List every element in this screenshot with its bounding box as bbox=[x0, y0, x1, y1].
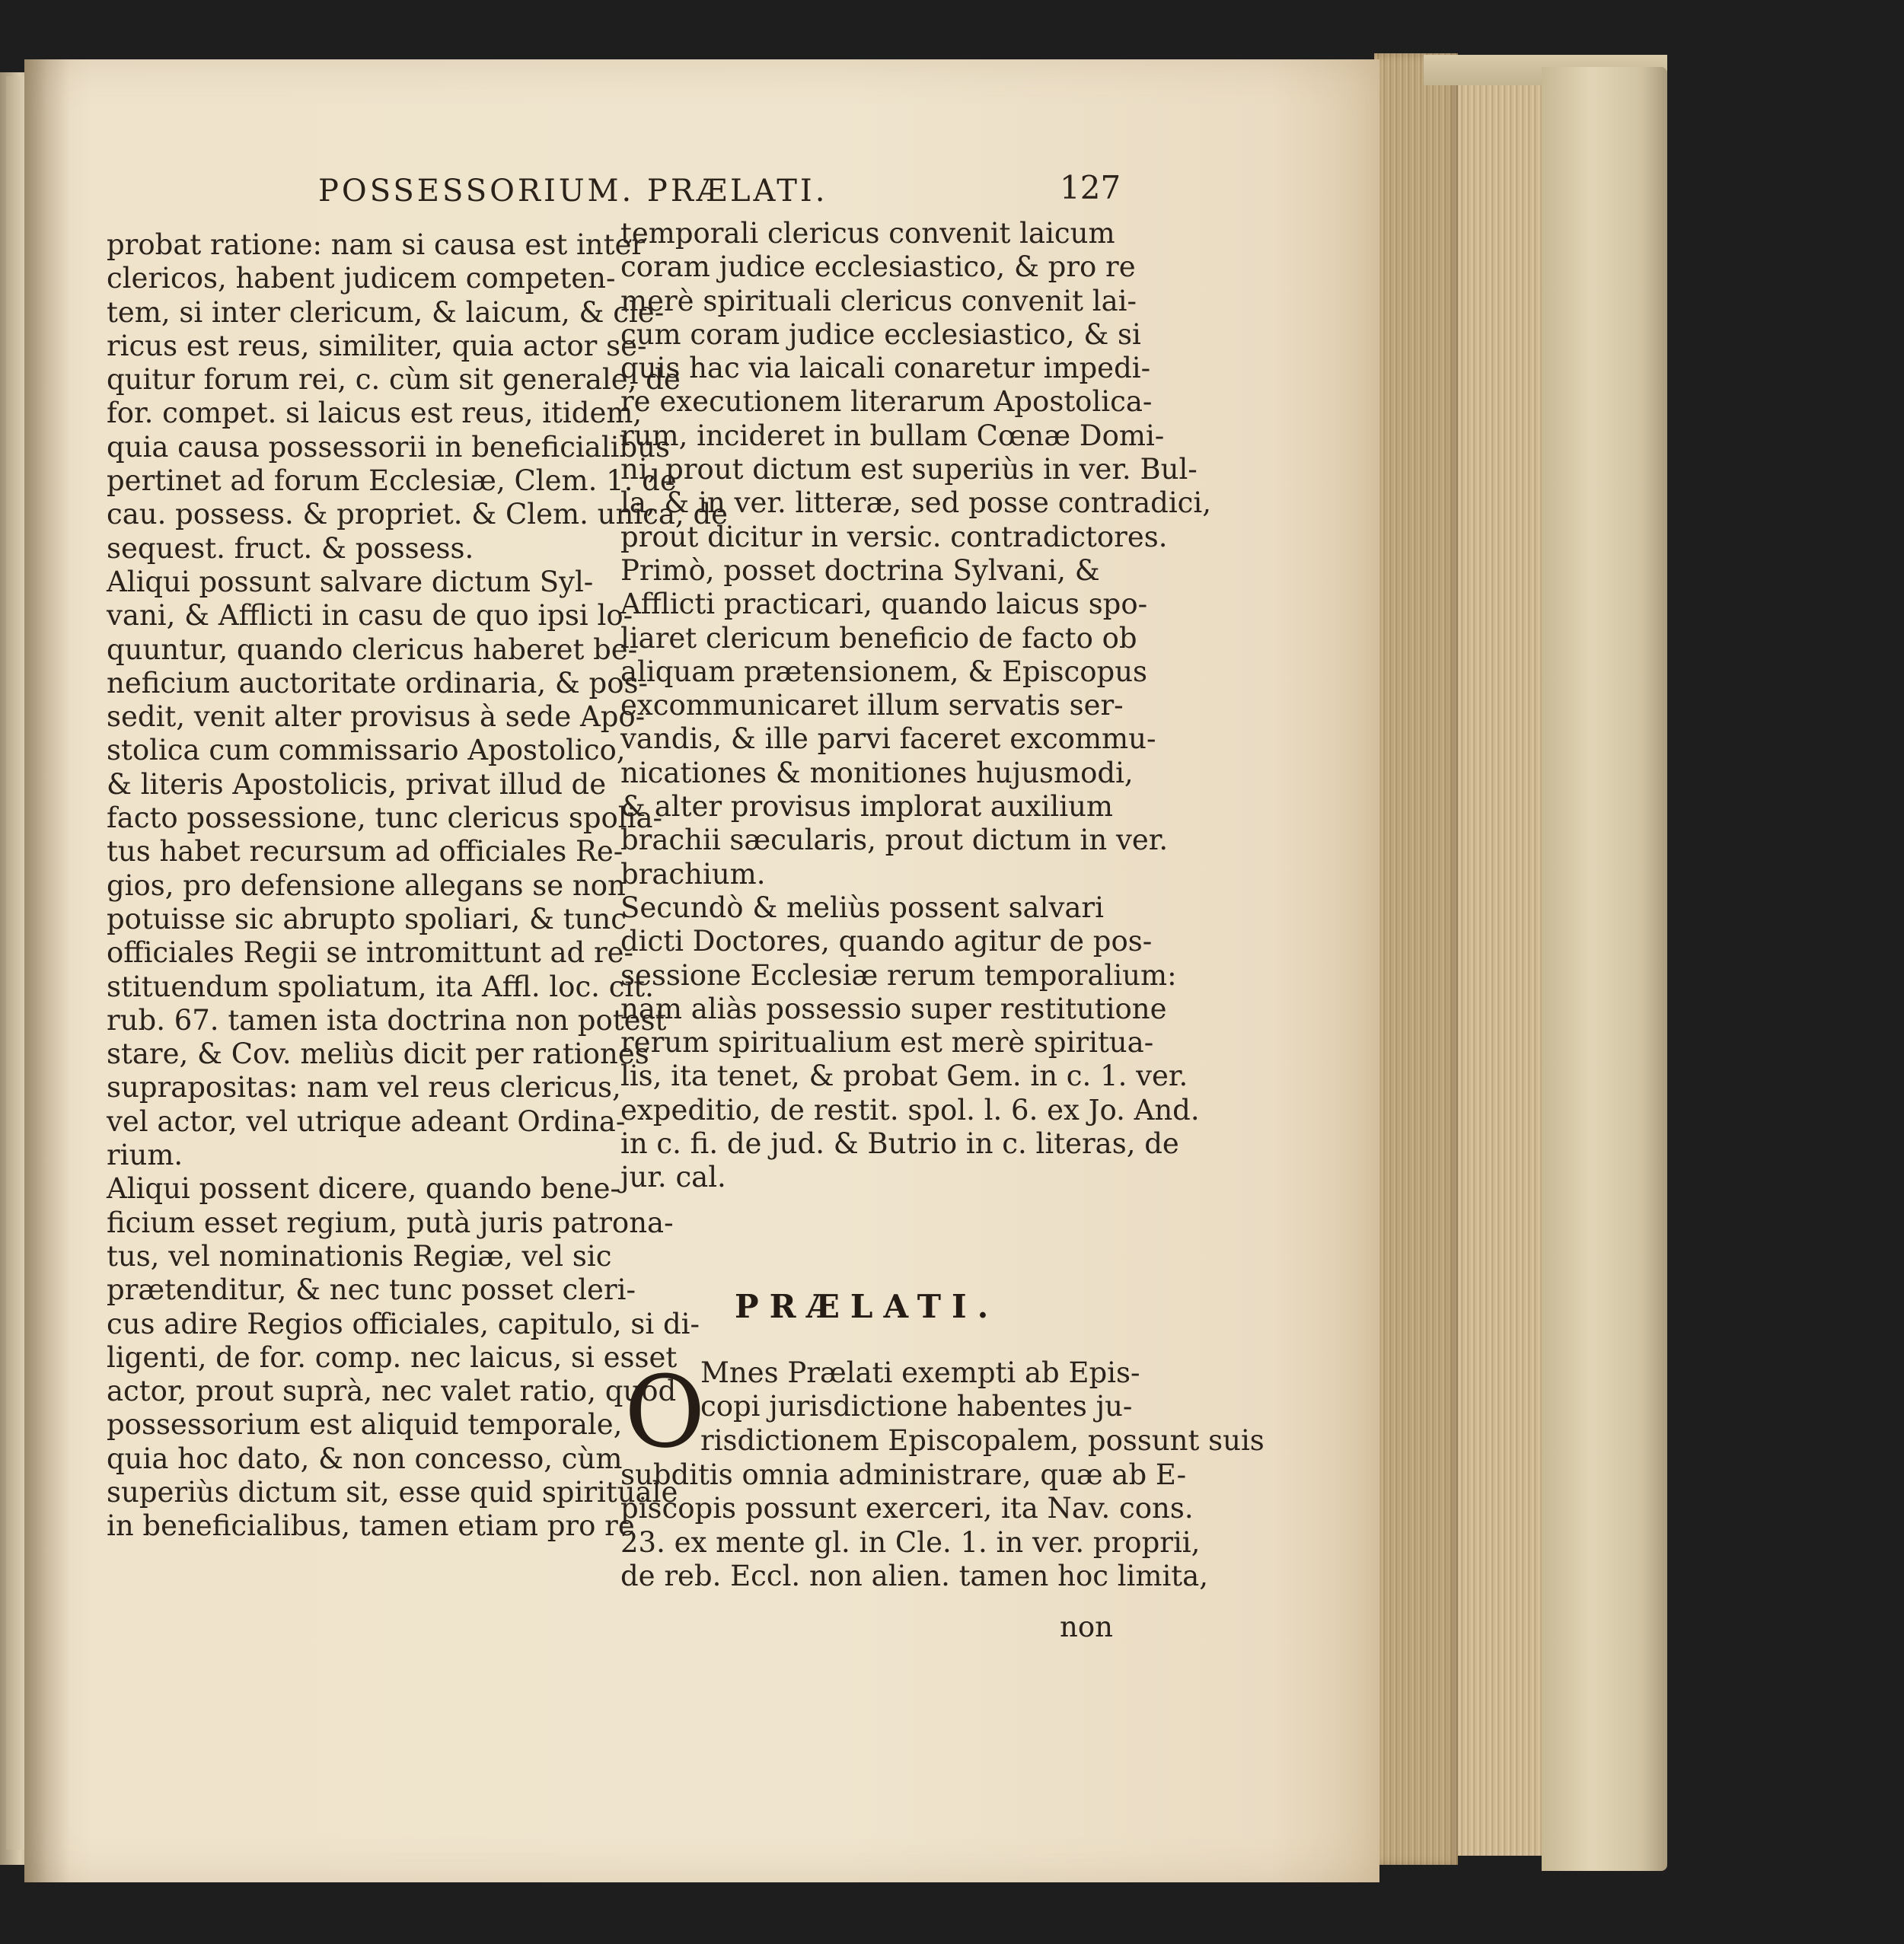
text-line: nicationes & monitiones hujusmodi, bbox=[620, 756, 1134, 789]
text-line: sedit, venit alter provisus à sede Apo- bbox=[107, 700, 646, 734]
text-line: quitur forum rei, c. cùm sit generale, de bbox=[107, 363, 681, 397]
text-line: temporali clericus convenit laicum bbox=[620, 217, 1115, 250]
text-line: Mnes Prælati exempti ab Epis- bbox=[700, 1356, 1140, 1389]
text-line: jur. cal. bbox=[620, 1161, 726, 1194]
text-line: & literis Apostolicis, privat illud de bbox=[107, 767, 607, 801]
running-title: POSSESSORIUM. PRÆLATI. bbox=[318, 174, 828, 209]
text-line: in c. fi. de jud. & Butrio in c. literas, de bbox=[620, 1127, 1179, 1161]
text-line: potuisse sic abrupto spoliari, & tunc bbox=[107, 902, 627, 935]
text-line: ficium esset regium, putà juris patrona- bbox=[107, 1206, 674, 1239]
text-line: vel actor, vel utrique adeant Ordina- bbox=[107, 1104, 626, 1138]
text-line: subditis omnia administrare, quæ ab E- bbox=[620, 1458, 1187, 1491]
text-line: suprapositas: nam vel reus clericus, bbox=[107, 1071, 621, 1104]
text-line: superiùs dictum sit, esse quid spirituale bbox=[107, 1475, 678, 1509]
text-line: vandis, & ille parvi faceret excommu- bbox=[620, 722, 1156, 756]
text-line: probat ratione: nam si causa est inter bbox=[107, 228, 646, 261]
page-gutter-shadow bbox=[24, 59, 70, 1882]
text-line: rub. 67. tamen ista doctrina non potest bbox=[107, 1003, 667, 1037]
text-line: lis, ita tenet, & probat Gem. in c. 1. ver. bbox=[620, 1060, 1188, 1093]
drop-initial: O bbox=[624, 1354, 706, 1470]
text-line: neficium auctoritate ordinaria, & pos- bbox=[107, 666, 648, 700]
text-line: ricus est reus, similiter, quia actor se- bbox=[107, 329, 647, 362]
text-line: aliquam prætensionem, & Episcopus bbox=[620, 655, 1148, 688]
text-line: cum coram judice ecclesiastico, & si bbox=[620, 317, 1141, 351]
text-line: brachium. bbox=[620, 857, 766, 891]
text-line: expeditio, de restit. spol. l. 6. ex Jo. And. bbox=[620, 1093, 1200, 1127]
page-number: 127 bbox=[1060, 169, 1121, 206]
text-line: stare, & Cov. meliùs dicit per rationes bbox=[107, 1037, 649, 1071]
text-line: Primò, posset doctrina Sylvani, & bbox=[620, 553, 1100, 587]
text-line: prout dicitur in versic. contradictores. bbox=[620, 520, 1168, 553]
text-line: excommunicaret illum servatis ser- bbox=[620, 689, 1124, 722]
text-line: brachii sæcularis, prout dictum in ver. bbox=[620, 824, 1169, 857]
text-line: quia causa possessorii in beneficialibus bbox=[107, 430, 670, 464]
text-line: Aliqui possunt salvare dictum Syl- bbox=[107, 565, 594, 598]
text-line: ligenti, de for. comp. nec laicus, si esset bbox=[107, 1340, 678, 1374]
text-line: tus habet recursum ad officiales Re- bbox=[107, 835, 624, 868]
text-line: quia hoc dato, & non concesso, cùm bbox=[107, 1442, 623, 1475]
text-line: for. compet. si laicus est reus, itidem, bbox=[107, 397, 643, 430]
text-line: quis hac via laicali conaretur impedi- bbox=[620, 352, 1151, 385]
section-text bbox=[620, 1458, 1208, 1593]
text-line: sessione Ecclesiæ rerum temporalium: bbox=[620, 958, 1177, 992]
text-line: re executionem literarum Apostolica- bbox=[620, 385, 1153, 419]
text-line: piscopis possunt exerceri, ita Nav. cons. bbox=[620, 1492, 1194, 1525]
text-line: actor, prout suprà, nec valet ratio, quod bbox=[107, 1375, 677, 1408]
page-edges-block-back bbox=[1458, 82, 1542, 1856]
section-heading: PRÆLATI. bbox=[735, 1288, 1000, 1325]
text-line: in beneficialibus, tamen etiam pro re bbox=[107, 1509, 635, 1543]
catchword: non bbox=[1060, 1611, 1113, 1643]
text-line: sequest. fruct. & possess. bbox=[107, 531, 474, 565]
text-line: cus adire Regios officiales, capitulo, si di- bbox=[107, 1307, 700, 1340]
text-line: copi jurisdictione habentes ju- bbox=[700, 1390, 1133, 1423]
book-cover-right bbox=[1542, 67, 1667, 1871]
text-line: rerum spiritualium est merè spiritua- bbox=[620, 1026, 1154, 1060]
text-line: rium. bbox=[107, 1139, 183, 1172]
text-line: Afflicti practicari, quando laicus spo- bbox=[620, 588, 1148, 621]
text-line: risdictionem Episcopalem, possunt suis bbox=[700, 1423, 1265, 1457]
text-line: quuntur, quando clericus haberet be- bbox=[107, 633, 638, 666]
text-line: Aliqui possent dicere, quando bene- bbox=[107, 1172, 620, 1206]
text-line: rum, incideret in bullam Cœnæ Domi- bbox=[620, 419, 1165, 452]
text-line: coram judice ecclesiastico, & pro re bbox=[620, 250, 1136, 284]
text-line: prætenditur, & nec tunc posset cleri- bbox=[107, 1273, 636, 1307]
text-line: stolica cum commissario Apostolico, bbox=[107, 734, 626, 767]
text-line: possessorium est aliquid temporale, bbox=[107, 1408, 623, 1442]
text-line: Secundò & meliùs possent salvari bbox=[620, 891, 1104, 924]
text-line: 23. ex mente gl. in Cle. 1. in ver. proprii, bbox=[620, 1525, 1201, 1559]
text-line: la, & in ver. litteræ, sed posse contradici, bbox=[620, 486, 1211, 520]
text-line: dicti Doctores, quando agitur de pos- bbox=[620, 925, 1153, 958]
text-line: tem, si inter clericum, & laicum, & cle- bbox=[107, 295, 665, 329]
right-text-column bbox=[620, 217, 1211, 1195]
text-line: vani, & Afflicti in casu de quo ipsi lo- bbox=[107, 599, 633, 633]
text-line: cau. possess. & propriet. & Clem. unica, de bbox=[107, 498, 729, 531]
text-line: liaret clericum beneficio de facto ob bbox=[620, 621, 1137, 655]
text-line: gios, pro defensione allegans se non bbox=[107, 868, 626, 902]
text-line: nam aliàs possessio super restitutione bbox=[620, 992, 1167, 1025]
text-line: stituendum spoliatum, ita Affl. loc. cit. bbox=[107, 970, 654, 1003]
text-line: officiales Regii se intromittunt ad re- bbox=[107, 936, 634, 970]
text-line: ni, prout dictum est superiùs in ver. Bul- bbox=[620, 453, 1198, 486]
text-line: & alter provisus implorat auxilium bbox=[620, 790, 1114, 824]
page-edges-block bbox=[1374, 53, 1458, 1865]
text-line: tus, vel nominationis Regiæ, vel sic bbox=[107, 1239, 612, 1273]
text-line: pertinet ad forum Ecclesiæ, Clem. 1. de bbox=[107, 464, 677, 498]
text-line: de reb. Eccl. non alien. tamen hoc limita, bbox=[620, 1559, 1208, 1592]
text-line: facto possessione, tunc clericus spolia- bbox=[107, 802, 663, 835]
initial-lines bbox=[700, 1356, 1265, 1458]
text-line: merè spirituali clericus convenit lai- bbox=[620, 284, 1137, 317]
text-line: clericos, habent judicem competen- bbox=[107, 262, 616, 295]
